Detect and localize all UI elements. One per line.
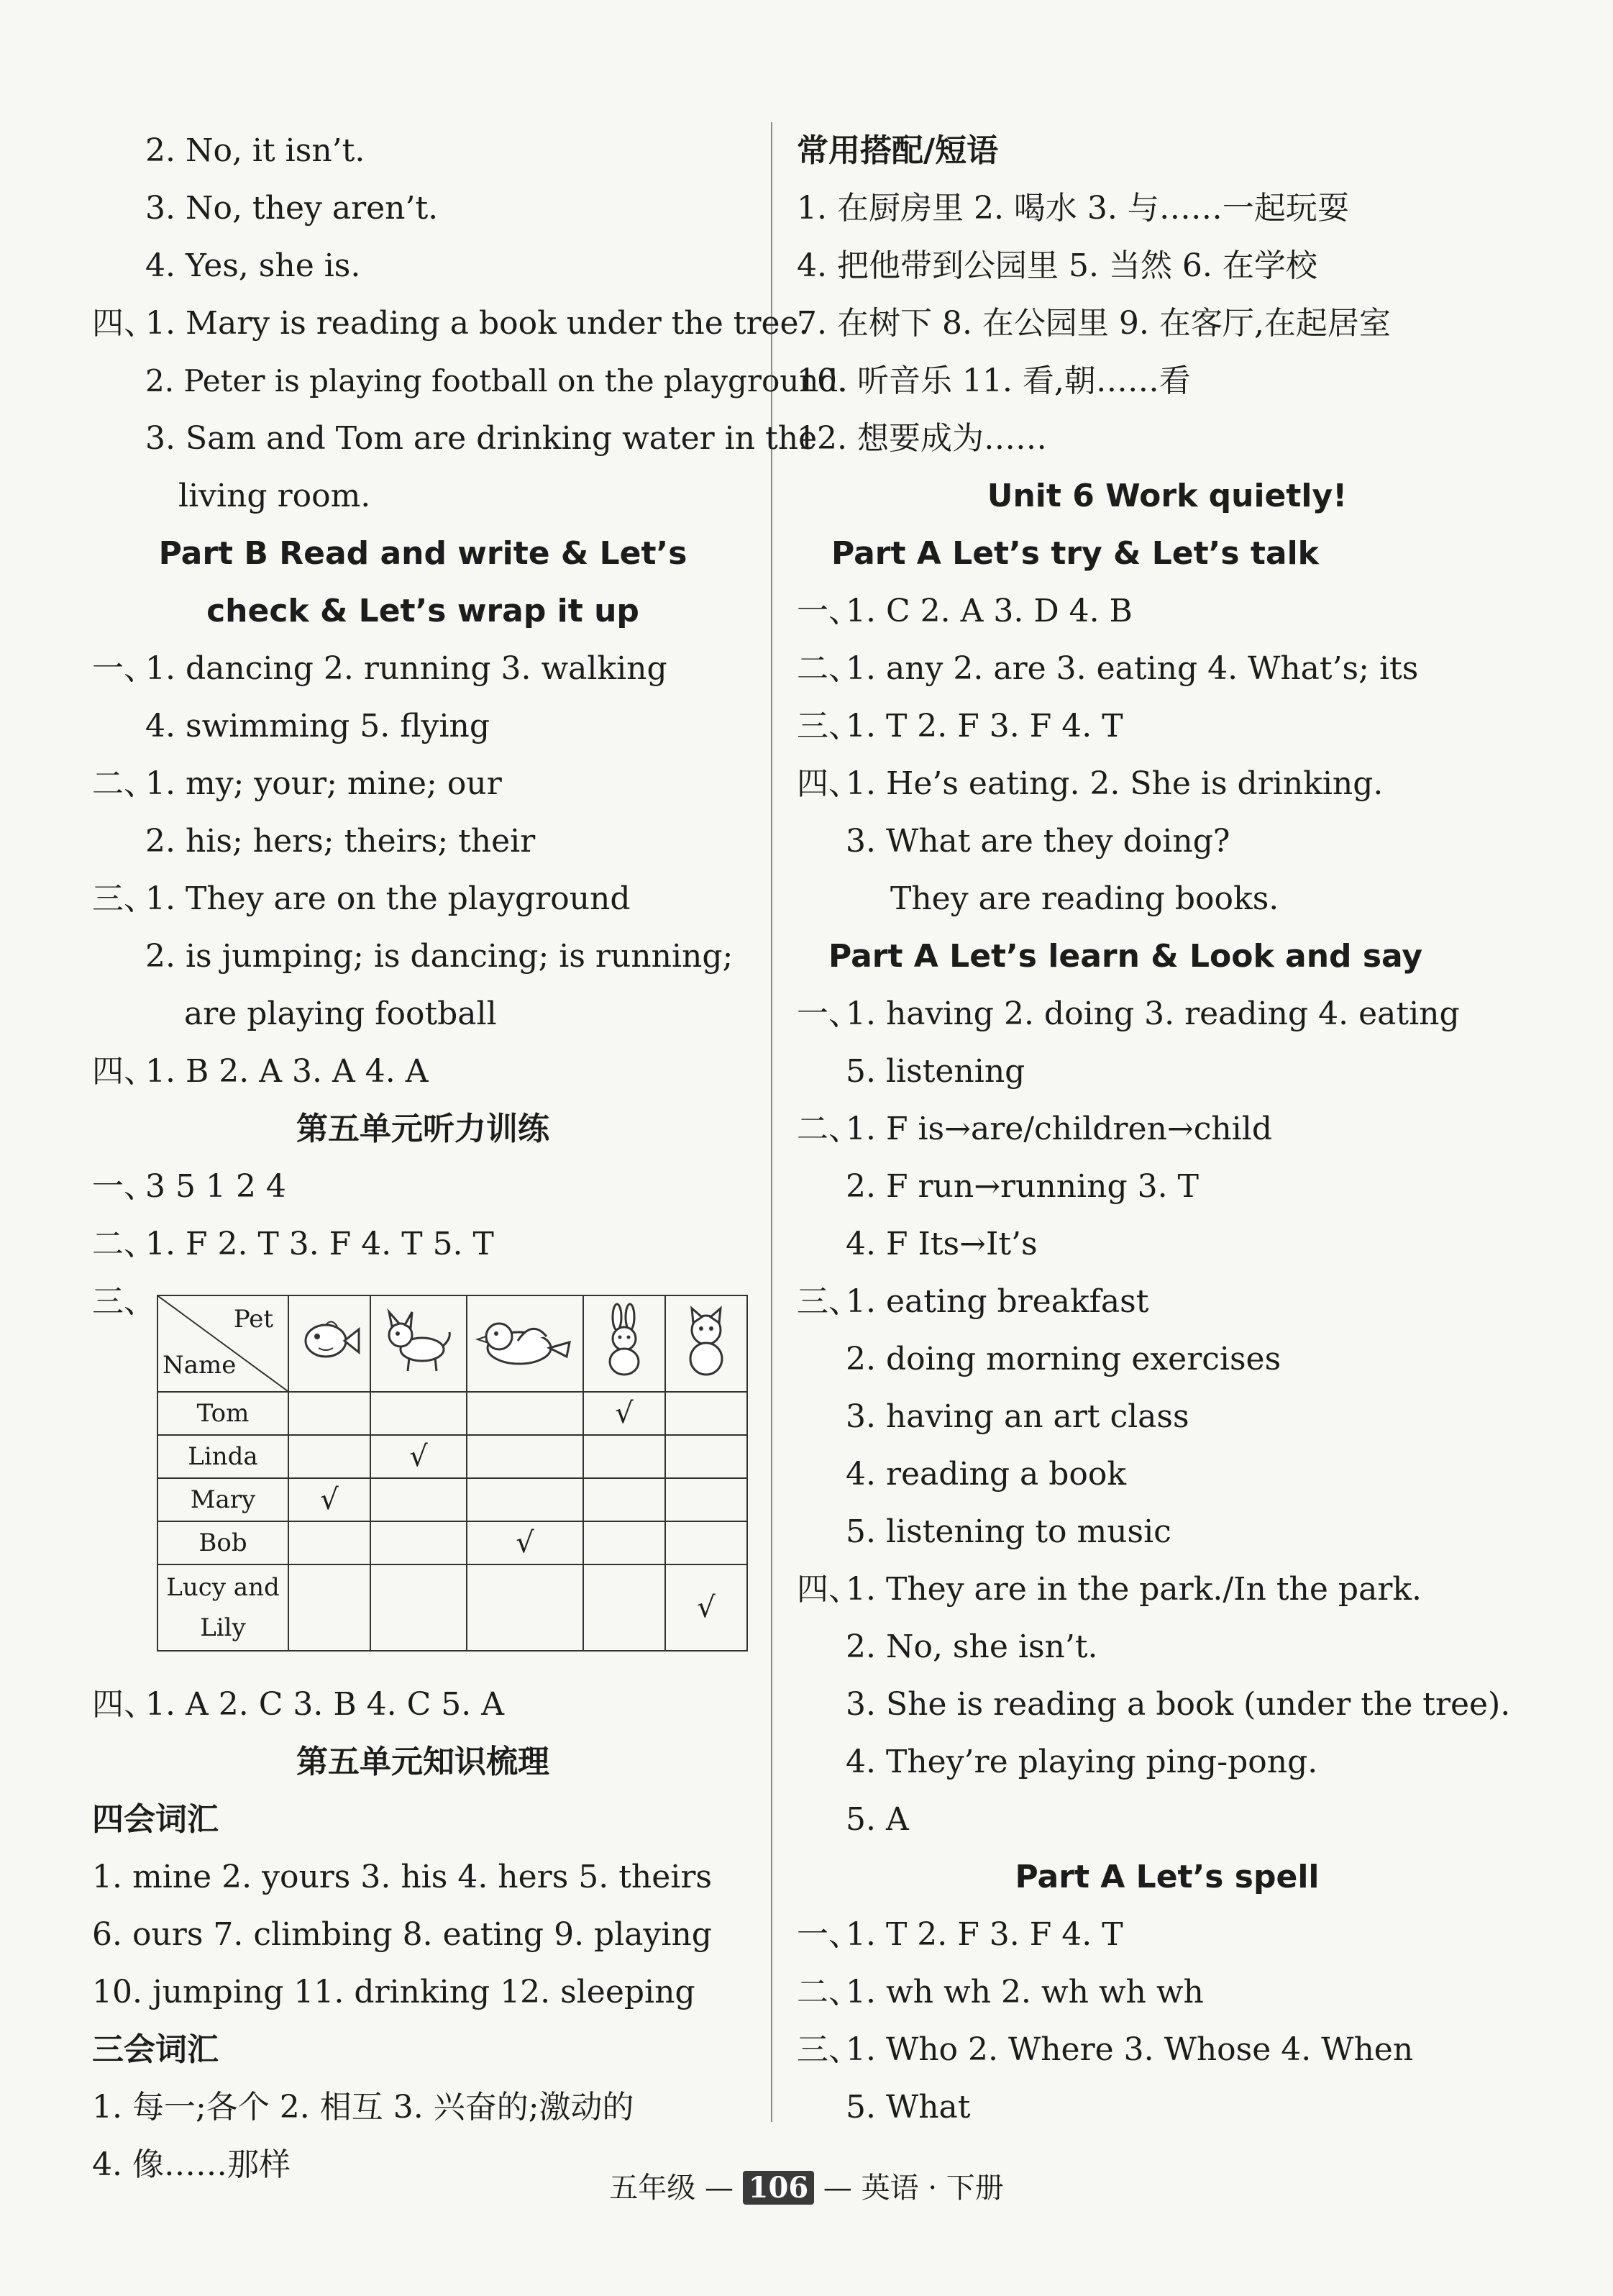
answer-line: living room. [178,478,371,514]
table-corner [157,1295,288,1392]
answer-line: 10. jumping 11. drinking 12. sleeping [92,1974,695,2010]
row-name: Linda [157,1435,288,1478]
page-number: 106 [743,2171,815,2205]
answer-line: 4. 像……那样 [92,2146,291,2183]
row-name: Tom [157,1392,288,1435]
answer-line: 5. What [846,2089,971,2126]
tick-cell: √ [370,1435,467,1478]
sub-title: 四会词汇 [92,1801,219,1838]
table-row [157,1392,747,1435]
tick-cell [665,1435,747,1478]
answer-line: 一、1. having 2. doing 3. reading 4. eating [797,996,1460,1032]
tick-cell [467,1564,583,1651]
row-name: Bob [157,1521,288,1564]
answer-line: 四、1. A 2. C 3. B 4. C 5. A [92,1686,504,1723]
tick-cell [665,1521,747,1564]
tick-cell [467,1435,583,1478]
answer-line: 5. A [846,1801,909,1838]
tick-cell [370,1478,467,1521]
answer-line: 2. is jumping; is dancing; is running; [145,938,734,975]
page-footer: 五年级 — 106 — 英语 · 下册 [609,2171,1004,2205]
tick-cell [665,1478,747,1521]
section-heading: Part A Let’s learn & Look and say [828,938,1423,975]
answer-line: 三、1. They are on the playground [92,880,631,917]
tick-cell [370,1564,467,1651]
table-row [157,1478,747,1521]
sub-title: 三会词汇 [92,2031,219,2068]
answer-line: 10. 听音乐 11. 看,朝……看 [797,363,1191,399]
answer-line: are playing football [184,996,497,1032]
answer-line: 2. doing morning exercises [846,1341,1281,1377]
answer-line: 四、1. He’s eating. 2. She is drinking. [797,765,1384,802]
tick-cell [467,1478,583,1521]
unit-title: Unit 6 Work quietly! [987,478,1348,514]
table-row [157,1521,747,1564]
answer-line: 1. 在厨房里 2. 喝水 3. 与……一起玩耍 [797,190,1349,227]
answer-line: 二、1. wh wh 2. wh wh wh [797,1974,1204,2010]
rabbit-icon [583,1295,665,1392]
fish-icon [288,1295,370,1392]
answer-line: 三、1. Who 2. Where 3. Whose 4. When [797,2031,1414,2068]
answer-line: 7. 在树下 8. 在公园里 9. 在客厅,在起居室 [797,305,1391,342]
tick-cell [467,1392,583,1435]
tick-cell [583,1478,665,1521]
answer-line: 3. What are they doing? [846,823,1230,860]
tick-cell: √ [467,1521,583,1564]
table-row [157,1435,747,1478]
section-heading: check & Let’s wrap it up [206,593,639,629]
tick-cell [583,1435,665,1478]
right-column [797,122,1537,2136]
answer-line: 3. No, they aren’t. [145,190,439,227]
answer-line: 二、1. any 2. are 3. eating 4. What’s; its [797,650,1419,687]
answer-line: 一、1. dancing 2. running 3. walking [92,650,667,687]
answer-line: 6. ours 7. climbing 8. eating 9. playing [92,1916,712,1953]
answer-line: 4. F Its→It’s [846,1226,1038,1262]
cat-icon [665,1295,747,1392]
answer-line: 4. They’re playing ping-pong. [846,1744,1318,1780]
answer-line: 3. having an art class [846,1398,1189,1435]
answer-line: 四、1. B 2. A 3. A 4. A [92,1053,429,1090]
answer-line: 4. Yes, she is. [145,247,361,284]
tick-cell: √ [288,1478,370,1521]
tick-cell [288,1435,370,1478]
answer-line: 3. She is reading a book (under the tree). [846,1686,1511,1723]
question-label: 三、 [92,1283,155,1320]
answer-line: 二、1. F 2. T 3. F 4. T 5. T [92,1226,494,1262]
footer-subject: 英语 · 下册 [861,2172,1004,2205]
tick-cell [665,1392,747,1435]
answer-line: 3. Sam and Tom are drinking water in the [145,420,818,457]
section-heading: Part A Let’s spell [1015,1859,1320,1895]
section-title: 第五单元知识梳理 [296,1744,549,1780]
tick-cell [288,1521,370,1564]
answer-line: 4. swimming 5. flying [145,708,490,744]
answer-line: 一、1. T 2. F 3. F 4. T [797,1916,1123,1953]
pet-table-block [92,1273,754,1676]
answer-line: 4. 把他带到公园里 5. 当然 6. 在学校 [797,247,1317,284]
row-name: Lucy and Lily [157,1564,288,1651]
answer-line: 四、1. They are in the park./In the park. [797,1571,1422,1608]
answer-line: 一、3 5 1 2 4 [92,1168,286,1205]
answer-line: 四、1. Mary is reading a book under the tree. [92,305,809,342]
answer-line: 5. listening to music [846,1513,1171,1550]
answer-line: 三、1. eating breakfast [797,1283,1149,1320]
answer-line: 1. mine 2. yours 3. his 4. hers 5. theirs [92,1859,712,1895]
answer-line: 2. F run→running 3. T [846,1168,1199,1205]
table-row [157,1564,747,1651]
answer-line: 一、1. C 2. A 3. D 4. B [797,593,1133,629]
tick-cell [370,1392,467,1435]
tick-cell [583,1521,665,1564]
dog-icon [370,1295,467,1392]
bird-icon [467,1295,583,1392]
answer-line: 5. listening [846,1053,1025,1090]
answer-line: 三、1. T 2. F 3. F 4. T [797,708,1123,744]
corner-pet-label: Pet [233,1305,273,1334]
answer-line: They are reading books. [890,880,1279,917]
tick-cell [370,1521,467,1564]
section-heading: Part A Let’s try & Let’s talk [831,535,1319,572]
answer-line: 4. reading a book [846,1456,1127,1493]
answer-line: 1. 每一;各个 2. 相互 3. 兴奋的;激动的 [92,2089,634,2126]
answer-line: 12. 想要成为…… [797,420,1047,457]
corner-name-label: Name [163,1351,237,1380]
section-heading: Part B Read and write & Let’s [158,535,687,572]
answer-line: 2. No, she isn’t. [846,1628,1098,1665]
answer-line: 2. Peter is playing football on the playground. [145,363,848,398]
row-name: Mary [157,1478,288,1521]
pet-table [157,1295,748,1652]
answer-line: 2. No, it isn’t. [145,132,365,169]
tick-cell [288,1392,370,1435]
sub-title: 常用搭配/短语 [797,132,999,169]
answer-line: 二、1. F is→are/children→child [797,1111,1272,1147]
section-title: 第五单元听力训练 [296,1111,549,1147]
answer-line: 二、1. my; your; mine; our [92,765,502,802]
tick-cell: √ [583,1392,665,1435]
footer-grade: 五年级 [609,2172,696,2205]
answer-line: 2. his; hers; theirs; their [145,823,536,860]
tick-cell [583,1564,665,1651]
tick-cell: √ [665,1564,747,1651]
tick-cell [288,1564,370,1651]
